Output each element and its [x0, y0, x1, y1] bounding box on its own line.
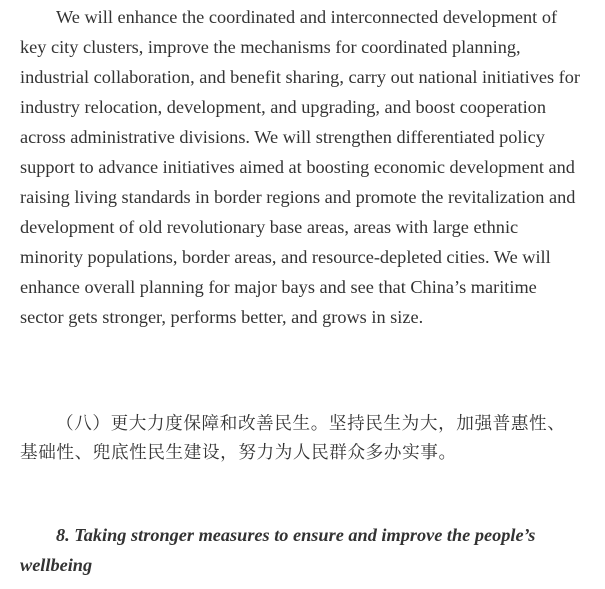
english-paragraph: We will enhance the coordinated and interconnected development of key city clusters, improve the mechanisms for coordinated planning, industrial collaboration, and benefit sharing, carry out national initiatives for industry relocation, development, and upgrading, and boost cooperation across administrative divisions. We will strengthen differentiated policy support to advance initiatives aimed at boosting economic development and raising living standards in border regions and promote the revitalization and development of old revolutionary base areas, areas with large ethnic minority populations, border areas, and resource-depleted cities. We will enhance overall planning for major bays and see that China’s maritime sector gets stronger, performs better, and grows in size.: [20, 7, 580, 327]
chinese-paragraph: （八）更大力度保障和改善民生。坚持民生为大，加强普惠性、基础性、兜底性民生建设，努力为人民群众多办实事。: [20, 414, 566, 463]
section-heading: 8. Taking stronger measures to ensure and improve the people’s wellbeing: [20, 525, 536, 575]
